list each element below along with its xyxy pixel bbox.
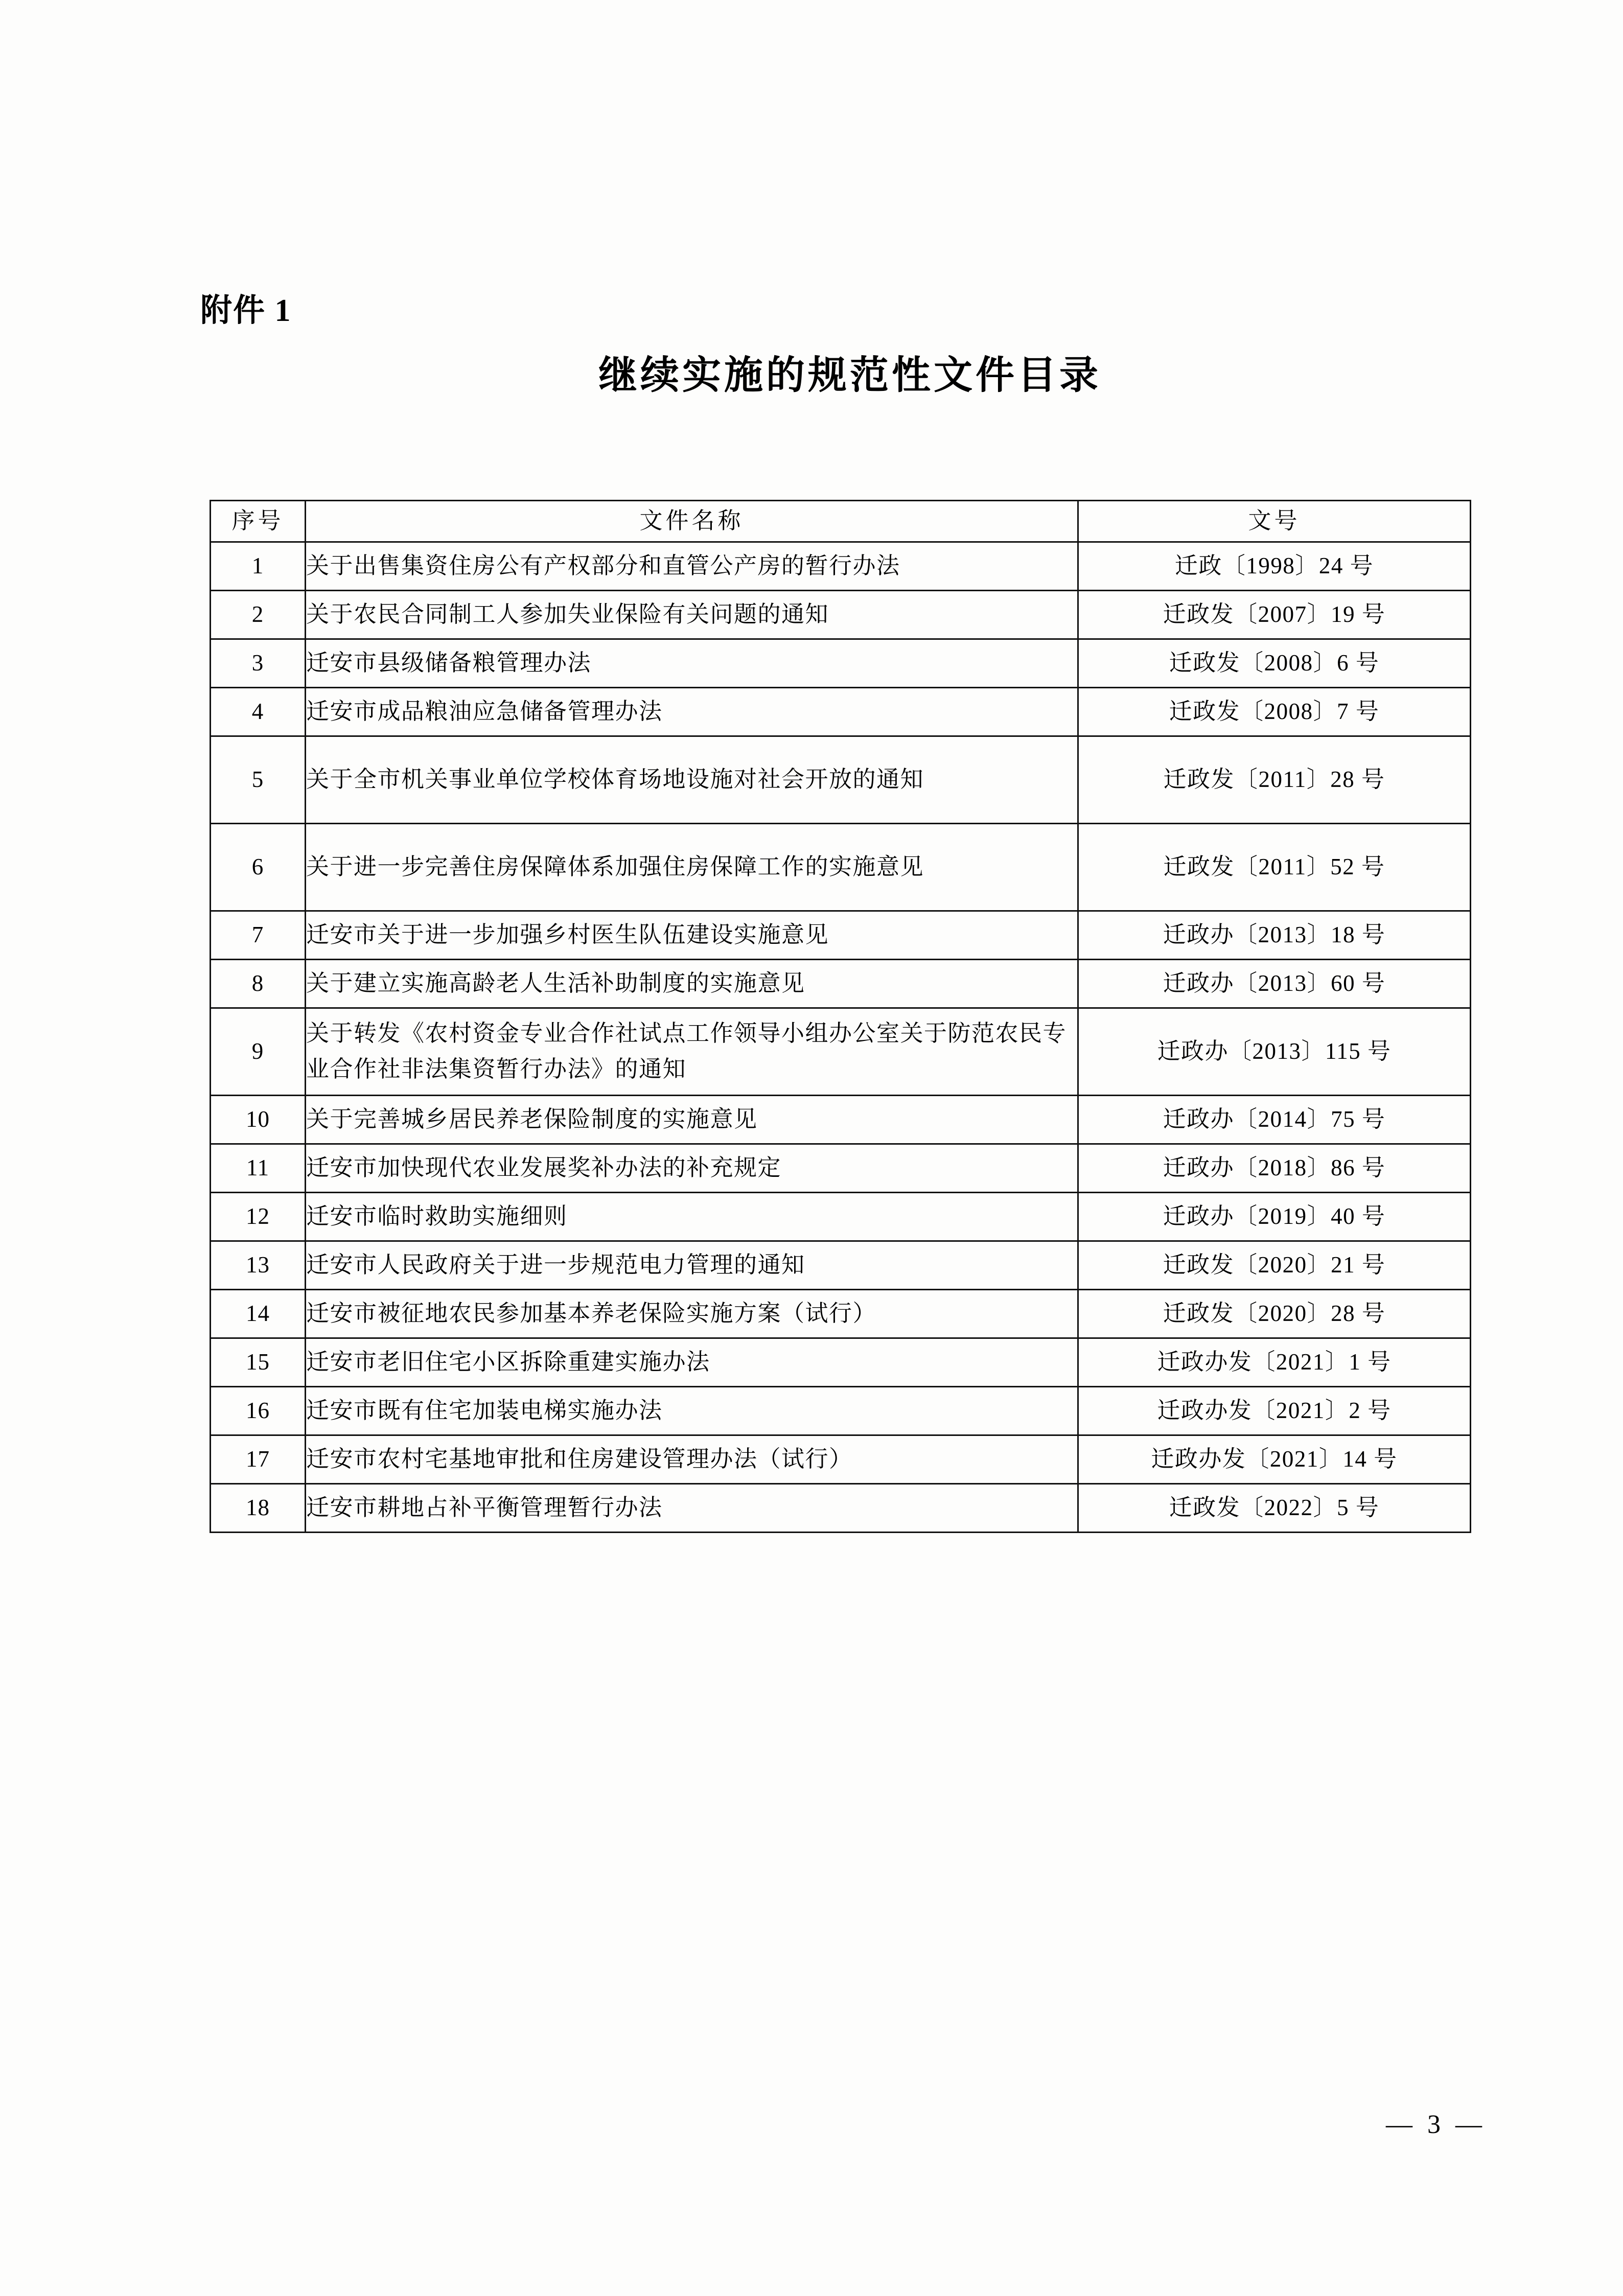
cell-document-name: 关于转发《农村资金专业合作社试点工作领导小组办公室关于防范农民专业合作社非法集资暂行办法》的通知 <box>306 1008 1078 1096</box>
cell-document-number: 迁政办〔2014〕75 号 <box>1078 1096 1471 1144</box>
document-catalog-table <box>210 500 1471 1533</box>
cell-document-name: 迁安市临时救助实施细则 <box>306 1193 1078 1241</box>
cell-sequence-number: 10 <box>211 1096 306 1144</box>
table-row <box>211 1484 1471 1533</box>
cell-sequence-number: 12 <box>211 1193 306 1241</box>
cell-document-name: 关于全市机关事业单位学校体育场地设施对社会开放的通知 <box>306 736 1078 824</box>
table-row <box>211 911 1471 960</box>
cell-sequence-number: 5 <box>211 736 306 824</box>
cell-sequence-number: 4 <box>211 688 306 736</box>
table-row <box>211 960 1471 1008</box>
cell-document-number: 迁政办〔2019〕40 号 <box>1078 1193 1471 1241</box>
table-row <box>211 1241 1471 1290</box>
cell-document-number: 迁政发〔2011〕52 号 <box>1078 824 1471 911</box>
attachment-label: 附件 1 <box>200 293 292 328</box>
cell-document-name: 迁安市耕地占补平衡管理暂行办法 <box>306 1484 1078 1533</box>
cell-sequence-number: 18 <box>211 1484 306 1533</box>
cell-sequence-number: 3 <box>211 639 306 688</box>
cell-document-name: 迁安市加快现代农业发展奖补办法的补充规定 <box>306 1144 1078 1193</box>
cell-document-name: 迁安市成品粮油应急储备管理办法 <box>306 688 1078 736</box>
cell-document-name: 迁安市人民政府关于进一步规范电力管理的通知 <box>306 1241 1078 1290</box>
cell-document-number: 迁政办发〔2021〕2 号 <box>1078 1387 1471 1435</box>
cell-document-name: 迁安市被征地农民参加基本养老保险实施方案（试行） <box>306 1290 1078 1338</box>
column-header-number: 文号 <box>1078 501 1471 542</box>
cell-document-name: 迁安市县级储备粮管理办法 <box>306 639 1078 688</box>
table-row <box>211 736 1471 824</box>
cell-sequence-number: 16 <box>211 1387 306 1435</box>
cell-document-number: 迁政发〔2008〕6 号 <box>1078 639 1471 688</box>
cell-sequence-number: 6 <box>211 824 306 911</box>
cell-document-name: 迁安市老旧住宅小区拆除重建实施办法 <box>306 1338 1078 1387</box>
table-row <box>211 1008 1471 1096</box>
cell-sequence-number: 9 <box>211 1008 306 1096</box>
cell-document-number: 迁政办〔2018〕86 号 <box>1078 1144 1471 1193</box>
table-row <box>211 1387 1471 1435</box>
cell-document-number: 迁政办〔2013〕115 号 <box>1078 1008 1471 1096</box>
table-row <box>211 1290 1471 1338</box>
cell-sequence-number: 7 <box>211 911 306 960</box>
table-row <box>211 1338 1471 1387</box>
page-title: 继续实施的规范性文件目录 <box>598 354 1101 397</box>
table-header-row <box>211 501 1471 542</box>
table-row <box>211 1096 1471 1144</box>
cell-document-number: 迁政发〔2020〕28 号 <box>1078 1290 1471 1338</box>
cell-document-number: 迁政办发〔2021〕14 号 <box>1078 1435 1471 1484</box>
cell-sequence-number: 14 <box>211 1290 306 1338</box>
cell-document-name: 迁安市农村宅基地审批和住房建设管理办法（试行） <box>306 1435 1078 1484</box>
table-row <box>211 591 1471 639</box>
cell-document-number: 迁政发〔2020〕21 号 <box>1078 1241 1471 1290</box>
cell-document-name: 关于建立实施高龄老人生活补助制度的实施意见 <box>306 960 1078 1008</box>
table-row <box>211 1435 1471 1484</box>
table-row <box>211 824 1471 911</box>
column-header-no: 序号 <box>211 501 306 542</box>
cell-document-name: 迁安市既有住宅加装电梯实施办法 <box>306 1387 1078 1435</box>
cell-document-name: 关于完善城乡居民养老保险制度的实施意见 <box>306 1096 1078 1144</box>
table-row <box>211 542 1471 591</box>
cell-document-number: 迁政发〔2008〕7 号 <box>1078 688 1471 736</box>
table-body <box>211 542 1471 1533</box>
cell-document-number: 迁政办〔2013〕18 号 <box>1078 911 1471 960</box>
cell-sequence-number: 1 <box>211 542 306 591</box>
page-number-footer: — 3 — <box>1386 2110 1486 2139</box>
cell-document-name: 关于出售集资住房公有产权部分和直管公产房的暂行办法 <box>306 542 1078 591</box>
cell-document-number: 迁政发〔2022〕5 号 <box>1078 1484 1471 1533</box>
cell-document-name: 关于进一步完善住房保障体系加强住房保障工作的实施意见 <box>306 824 1078 911</box>
cell-sequence-number: 2 <box>211 591 306 639</box>
cell-sequence-number: 11 <box>211 1144 306 1193</box>
cell-document-number: 迁政办〔2013〕60 号 <box>1078 960 1471 1008</box>
table-row <box>211 688 1471 736</box>
cell-document-number: 迁政发〔2007〕19 号 <box>1078 591 1471 639</box>
table-row <box>211 1193 1471 1241</box>
document-catalog-table-wrapper <box>210 500 1470 1533</box>
cell-sequence-number: 13 <box>211 1241 306 1290</box>
cell-document-number: 迁政〔1998〕24 号 <box>1078 542 1471 591</box>
cell-document-name: 迁安市关于进一步加强乡村医生队伍建设实施意见 <box>306 911 1078 960</box>
cell-document-name: 关于农民合同制工人参加失业保险有关问题的通知 <box>306 591 1078 639</box>
cell-sequence-number: 15 <box>211 1338 306 1387</box>
cell-document-number: 迁政发〔2011〕28 号 <box>1078 736 1471 824</box>
column-header-name: 文件名称 <box>306 501 1078 542</box>
cell-sequence-number: 8 <box>211 960 306 1008</box>
cell-document-number: 迁政办发〔2021〕1 号 <box>1078 1338 1471 1387</box>
cell-sequence-number: 17 <box>211 1435 306 1484</box>
table-row <box>211 1144 1471 1193</box>
table-row <box>211 639 1471 688</box>
